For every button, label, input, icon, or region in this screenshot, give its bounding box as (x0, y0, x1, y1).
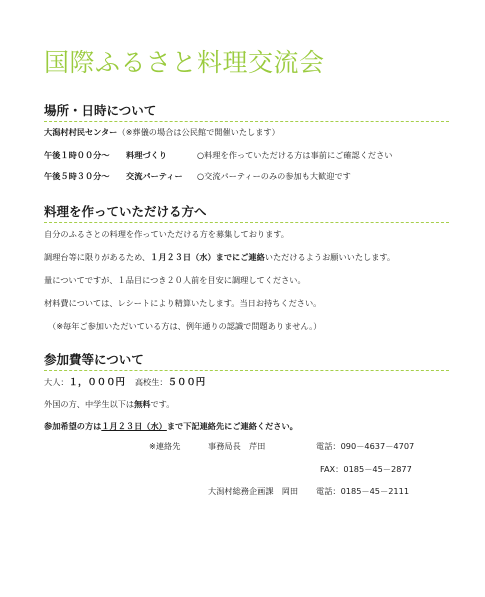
student-fee: ５００円 (167, 377, 206, 388)
student-label: 高校生： (134, 377, 168, 387)
cooks-paragraph-2 (44, 253, 395, 263)
schedule-row-party (44, 172, 110, 182)
adult-fee: １，０００円 (68, 377, 125, 388)
schedule-event: 交流パーティー (126, 171, 183, 181)
contact-label: ※連絡先 (149, 441, 181, 451)
section-heading: 参加費等について (44, 352, 144, 367)
adult-label: 大人： (44, 377, 69, 387)
schedule-note: ○交流パーティーのみの参加も大歓迎です (197, 171, 351, 181)
deadline-date: １月２３日（水） (101, 421, 167, 431)
schedule-time: 午後５時３０分～ (44, 171, 110, 181)
cooks-paragraph-5: （※毎年ご参加いただいている方は、例年通りの認識で問題ありません。） (48, 321, 322, 331)
contact-tel-1: 電話：090－4637－4707 (316, 441, 415, 451)
section-heading: 場所・日時について (44, 103, 157, 118)
contact-fax: FAX：0185－45－2877 (320, 464, 412, 474)
free-admission-line (44, 400, 174, 410)
free-highlight: 無料 (134, 399, 151, 409)
text: です。 (150, 399, 175, 409)
contact-tel-2: 電話：0185－45－2111 (316, 486, 410, 496)
page-title: 国際ふるさと料理交流会 (44, 48, 325, 77)
section-fees (44, 352, 449, 371)
text: まで下記連絡先にご連絡ください。 (166, 421, 298, 431)
section-venue-datetime (44, 103, 449, 122)
fee-line (44, 377, 205, 388)
text: 調理台等に限りがあるため、 (44, 252, 151, 262)
venue-name: 大潟村村民センター (44, 127, 118, 137)
contact-person-1: 事務局長 芹田 (208, 441, 266, 451)
contact-person-2: 大潟村総務企画課 岡田 (208, 486, 299, 496)
schedule-time: 午後１時００分～ (44, 150, 110, 160)
schedule-event: 料理づくり (126, 150, 167, 160)
venue-note: （※葬儀の場合は公民館で開催いたします） (117, 127, 280, 137)
deadline-line (44, 422, 298, 432)
section-heading: 料理を作っていただける方へ (44, 204, 207, 219)
cooks-paragraph-4: 材料費については、レシートにより精算いたします。当日お持ちください。 (44, 298, 322, 308)
cooks-paragraph-1: 自分のふるさとの料理を作っていただける方を募集しております。 (44, 229, 289, 239)
cooks-paragraph-3: 量についてですが、１品目につき２０人前を目安に調理してください。 (44, 275, 306, 285)
venue-line (44, 128, 280, 138)
text: いただけるようお願いいたします。 (264, 252, 396, 262)
schedule-note: ○料理を作っていただける方は事前にご確認ください (197, 150, 393, 160)
text: 参加希望の方は (44, 421, 102, 431)
section-cooks-info (44, 204, 449, 223)
deadline-highlight: １月２３日（水）までにご連絡 (150, 252, 265, 262)
schedule-row-cooking (44, 151, 110, 161)
text: 外国の方、中学生以下は (44, 399, 135, 409)
